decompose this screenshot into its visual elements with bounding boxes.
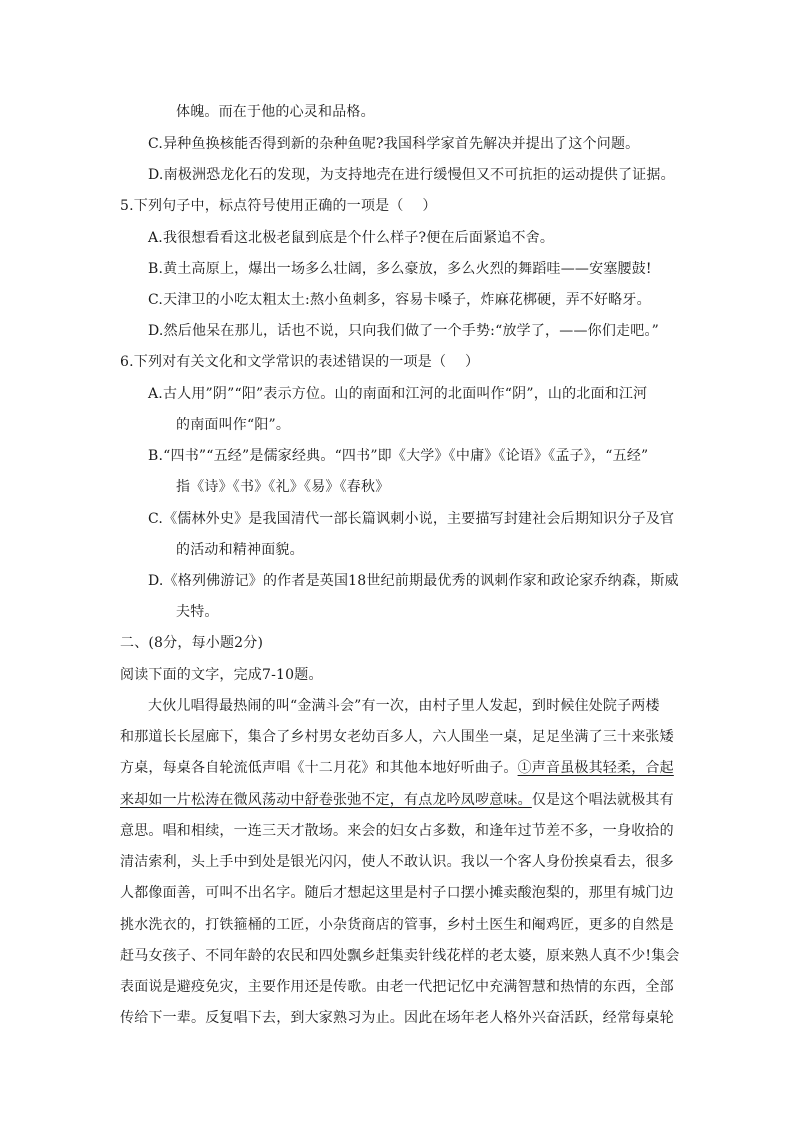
q6-option-c-line2: 的活动和精神面貌。 <box>176 542 304 558</box>
passage-line-7: 人都像面善，可叫不出名字。随后才想起这里是村子口摆小摊卖酸泡梨的，那里有城门边 <box>120 885 674 901</box>
q6-option-b-line2: 指《诗》《书》《礼》《易》《春秋》 <box>176 479 390 495</box>
q5-option-d: D.然后他呆在那儿，话也不说，只向我们做了一个手势:“放学了，——你们走吧。” <box>148 323 660 339</box>
passage-line-5: 意思。唱和相续，一连三天才散场。来会的妇女占多数，和逢年过节差不多，一身收拾的 <box>120 823 674 839</box>
underlined-sentence-1-part1: ①声音虽极其轻柔，合起 <box>517 760 674 776</box>
q5-option-b: B.黄土高原上，爆出一场多么壮阔，多么豪放，多么火烈的舞蹈哇——安塞腰鼓! <box>148 261 652 277</box>
passage-line-9: 赶马女孩子、不同年龄的农民和四处飘乡赶集卖针线花样的老太婆，原来熟人真不少!集会 <box>120 948 680 964</box>
q4-option-c: C.异种鱼换核能否得到新的杂种鱼呢?我国科学家首先解决并提出了这个问题。 <box>148 136 640 152</box>
q6-stem: 6.下列对有关文化和文学常识的表述错误的一项是（ ） <box>120 354 480 370</box>
passage-line-4-text: 仅是这个唱法就极其有 <box>531 792 674 808</box>
underlined-sentence-1-part2: 来却如一片松涛在微风荡动中舒卷张弛不定，有点龙吟凤哕意味。 <box>120 792 532 808</box>
q6-option-d-line2: 夫特。 <box>176 604 219 620</box>
q5-option-c: C.天津卫的小吃太粗太土:熬小鱼刺多，容易卡嗓子，炸麻花梆硬，弄不好略牙。 <box>148 292 651 308</box>
passage-line-2: 和那道长长屋廊下，集合了乡村男女老幼百多人，六人围坐一桌，足足坐满了三十来张矮 <box>120 729 674 745</box>
q6-option-b-line1: B.“四书”“五经”是儒家经典。“四书”即《大学》《中庸》《论语》《孟子》，“五经” <box>148 448 649 464</box>
passage-line-3 <box>120 758 674 778</box>
q6-option-c-line1: C.《儒林外史》是我国清代一部长篇讽刺小说，主要描写封建社会后期知识分子及官 <box>148 511 675 527</box>
section-2-heading: 二、(8分，每小题2分) <box>120 635 264 651</box>
q6-option-a-line2: 的南面叫作“阳”。 <box>176 417 291 433</box>
passage-line-6: 清洁索利，头上手中到处是银光闪闪，使人不敢认识。我以一个客人身份挨桌看去，很多 <box>120 854 674 870</box>
q4-option-b-continued: 体魄。而在于他的心灵和品格。 <box>176 104 375 120</box>
q6-option-a-line1: A.古人用”阴”“阳”表示方位。山的南面和江河的北面叫作“阴”，山的北面和江河 <box>148 386 648 402</box>
passage-line-10: 表面说是避疫免灾，主要作用还是传歌。由老一代把记忆中充满智慧和热情的东西，全部 <box>120 979 674 995</box>
passage-line-3-text: 方桌，每桌各自轮流低声唱《十二月花》和其他本地好听曲子。 <box>120 760 518 776</box>
section-2-instruction: 阅读下面的文字，完成7-10题。 <box>120 667 323 683</box>
passage-line-11: 传给下一辈。反复唱下去，到大家熟习为止。因此在场年老人格外兴奋活跃，经常每桌轮 <box>120 1010 674 1026</box>
passage-line-1: 大伙儿唱得最热闹的叫“金满斗会”有一次，由村子里人发起，到时候住处院子两楼 <box>148 698 660 714</box>
q5-stem: 5.下列句子中，标点符号使用正确的一项是（ ） <box>120 198 437 214</box>
q5-option-a: A.我很想看看这北极老鼠到底是个什么样子?便在后面紧追不舍。 <box>148 230 555 246</box>
q6-option-d-line1: D.《格列佛游记》的作者是英国18世纪前期最优秀的讽刺作家和政论家乔纳森，斯威 <box>148 573 679 589</box>
passage-line-8: 挑水洗衣的，打铁箍桶的工匠，小杂货商店的管事，乡村土医生和阉鸡匠，更多的自然是 <box>120 917 674 933</box>
q4-option-d: D.南极洲恐龙化石的发现，为支持地壳在进行缓慢但又不可抗拒的运动提供了证据。 <box>148 167 675 183</box>
passage-line-4 <box>120 790 674 810</box>
